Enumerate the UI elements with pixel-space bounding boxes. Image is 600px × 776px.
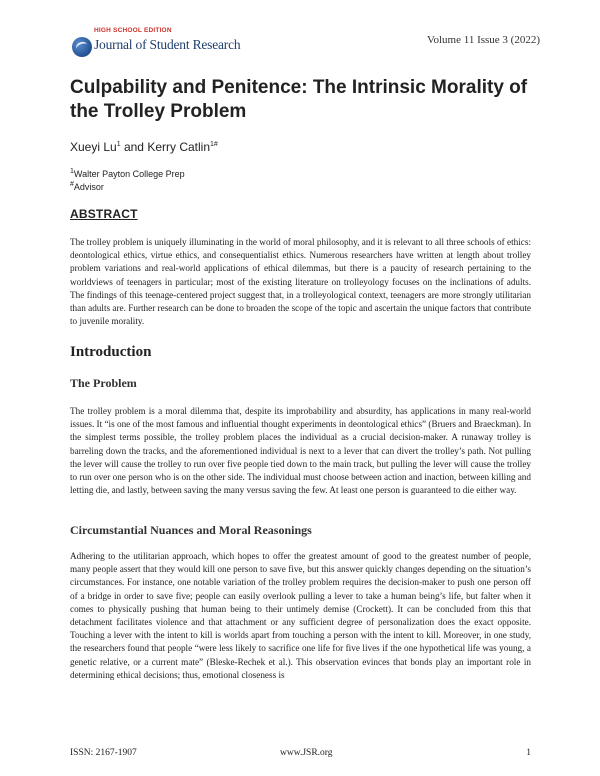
abstract-text: The trolley problem is uniquely illuminating in the world of moral philosophy, and it is relevant to all three schools of ethics: deontological ethics, virtue ethics, and consequentialist ethics. Numerous researchers have written at length about trolley problem variations and real-world applications of ethical dilemmas, but there is a paucity of research pertaining to the worldviews of teenagers in particular; most of the existing literature on trolleyology focuses on the inclinations of adults. The findings of this teenage-centered project suggest that, in a trolleyological context, teenagers are more strongly utilitarian than adults are. Further research can be done to broaden the scope of the topic and ascertain the unique factors that contribute to juvenile morality.	[70, 237, 531, 327]
journal-logo[interactable]	[70, 26, 241, 60]
affiliation-2	[70, 182, 104, 192]
subheading-circumstantial-nuances: Circumstantial Nuances and Moral Reasonings	[70, 523, 312, 537]
subheading-the-problem: The Problem	[70, 376, 137, 390]
affiliation-1-mark: 1	[70, 168, 74, 175]
affiliation-2-text: Advisor	[73, 182, 104, 192]
author-1: Xueyi Lu	[70, 140, 117, 154]
footer-website-link[interactable]: www.JSR.org	[280, 748, 333, 758]
globe-icon	[72, 37, 92, 57]
affiliation-2-mark: #	[70, 181, 74, 188]
logo-journal-name: Journal of Student Research	[94, 37, 241, 52]
paragraph-the-problem: The trolley problem is a moral dilemma that, despite its improbability and absurdity, has applications in many real-world issues. It “is one of the most famous and influential thought experiments in deontological ethics” (Bruers and Braeckman). In the simplest terms possible, the trolley problem places the individual as a crucial decision-maker. A runaway trolley is barreling down the tracks, and the aforementioned individual is next to a lever that can divert the trolley’s path. Not pulling the lever will cause the trolley to run over five people tied down to the main track, but pulling the lever will cause the trolley to run over one person who is on the other side. The individual must choose between action and inaction, between killing and letting die, and lastly, between saving the many versus saving the few. At least one person is guaranteed to die either way.	[70, 406, 531, 496]
author-separator: and	[120, 140, 148, 154]
author-line	[70, 140, 218, 154]
author-2: Kerry Catlin	[147, 140, 210, 154]
author-2-mark: 1#	[210, 141, 218, 148]
volume-issue: Volume 11 Issue 3 (2022)	[426, 34, 540, 46]
page-number: 1	[526, 748, 531, 758]
abstract-heading: ABSTRACT	[70, 207, 138, 221]
author-1-mark: 1	[116, 141, 121, 148]
introduction-heading: Introduction	[70, 344, 152, 360]
page-header	[70, 26, 540, 60]
footer-issn: ISSN: 2167-1907	[70, 748, 137, 758]
logo-edition: HIGH SCHOOL EDITION	[94, 27, 172, 34]
paper-title: Culpability and Penitence: The Intrinsic Morality of the Trolley Problem	[70, 77, 528, 122]
page-footer	[70, 748, 531, 762]
affiliation-1-text: Walter Payton College Prep	[73, 169, 185, 179]
affiliation-1	[70, 169, 185, 179]
paragraph-circumstantial-nuances: Adhering to the utilitarian approach, which hopes to offer the greatest amount of good to the greatest number of people, many people assert that they would kill one person to save five, but this answer quickly changes depending on the situation’s circumstances. For instance, one notable variation of the trolley problem requires the decision-maker to push one person off of a bridge in order to save five; people can easily overlook pulling a lever to take a human being’s life, but falter when it comes to physically pushing that human being to their untimely demise (Crockett). It can be concluded from this that detachment facilitates violence and that attachment or any sufficient degree of personalization does the exact opposite. Touching a lever with the intent to kill is worlds apart from touching a person with the intent to kill. Moreover, in one study, the researchers found that people “were less likely to sacrifice one life for five lives if the one hypothetical life was young, a genetic relative, or a current mate” (Bleske-Rechek et al.). This observation evinces that bonds play an important role in determining ethical decisions; thus, emotional closeness is	[70, 551, 531, 680]
